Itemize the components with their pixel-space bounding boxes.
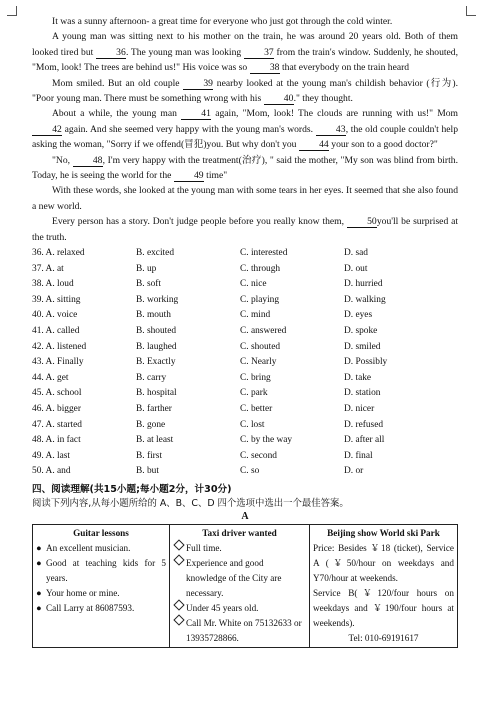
option-row [32,308,458,324]
option-choice[interactable]: 41. A. called [32,326,80,337]
option-choice[interactable]: 42. A. listened [32,341,87,352]
option-choice[interactable]: D. out [344,263,368,274]
blank-44[interactable]: 44 [299,139,329,151]
option-choice[interactable]: B. carry [136,372,167,383]
blank-36[interactable]: 36 [96,47,126,59]
option-choice[interactable]: 48. A. in fact [32,435,81,446]
diamond-checkbox-icon [173,599,184,610]
diamond-checkbox-icon [173,539,184,550]
ski-price: Price: Besides ￥18 (ticket), Service A (￥50/hour on weekdays and Y70/hour at weekends. [313,543,454,583]
option-choice[interactable]: B. Exactly [136,357,176,368]
blank-49[interactable]: 49 [174,170,204,182]
text: again. And she seemed very happy with the young man's words. [62,123,316,135]
paragraph-6 [32,183,458,214]
text: from the train's window. Suddenly, he shouted, "Mom, look! The trees are behind us!" His voice was so [32,46,458,74]
option-choice[interactable]: C. interested [240,248,288,259]
guitar-item-text: An excellent musician. [46,543,131,553]
option-choice[interactable]: C. playing [240,294,280,305]
taxi-ad [170,525,310,648]
option-choice[interactable]: 40. A. voice [32,310,78,321]
taxi-item-text: Under 45 years old. [186,603,259,613]
option-choice[interactable]: D. take [344,372,372,383]
option-row [32,355,458,371]
text: About a while, the young man [52,108,182,120]
option-choice[interactable]: 49. A. last [32,450,71,461]
option-choice[interactable]: D. after all [344,435,385,446]
guitar-item [36,556,166,586]
bullet-icon: ● [36,588,42,598]
option-row [32,277,458,293]
option-choice[interactable]: B. at least [136,435,174,446]
option-row [32,340,458,356]
blank-37[interactable]: 37 [244,47,274,59]
taxi-item-text: Full time. [186,543,222,553]
option-choice[interactable]: B. but [136,466,159,477]
guitar-item-text: Call Larry at 86087593. [46,603,135,613]
text: "No, [52,154,73,166]
taxi-item [173,616,306,646]
taxi-item-text: Call Mr. White on 75132633 or 13935728866. [186,618,302,643]
crop-mark-top-right [466,6,476,16]
ski-service-b: Service B(￥120/four hours on weekdays and ￥190/four hours at weekends). [313,588,454,628]
option-choice[interactable]: 46. A. bigger [32,404,81,415]
option-choice[interactable]: B. laughed [136,341,177,352]
text: nearby looked at the young man's childish behavior (行为). "Poor young man. There must be something wrong with his [32,77,458,105]
blank-41[interactable]: 41 [181,108,211,120]
option-row [32,293,458,309]
blank-48[interactable]: 48 [73,155,103,167]
option-row [32,371,458,387]
option-choice[interactable]: C. lost [240,419,265,430]
bullet-icon: ● [36,558,42,568]
option-choice[interactable]: D. spoke [344,326,378,337]
option-choice[interactable]: B. working [136,294,179,305]
text: , the old couple couldn't help asking the woman, "Sorry if we offend(冒犯)you. But why don't you [32,123,458,151]
text: again, "Mom, look! The clouds are running with us!" Mom [211,108,458,120]
diamond-checkbox-icon [173,614,184,625]
option-choice[interactable]: C. bring [240,372,271,383]
option-row [32,386,458,402]
text: With these words, she looked at the young man with some tears in her eyes. It seemed that she also found a new world. [32,185,458,212]
option-choice[interactable]: 45. A. school [32,388,82,399]
passage-label: A [241,511,249,522]
option-choice[interactable]: B. mouth [136,310,171,321]
paragraph-5 [32,153,458,184]
text: you'll be surprised at the truth. [32,216,458,243]
option-choice[interactable]: C. nice [240,279,267,290]
paragraph-3 [32,76,458,107]
crop-mark-top-left [7,6,17,16]
option-choice[interactable]: 50. A. and [32,466,71,477]
cloze-passage [32,14,458,245]
blank-40[interactable]: 40 [264,93,294,105]
option-choice[interactable]: C. park [240,388,268,399]
ski-ad [310,525,458,648]
taxi-item [173,541,306,556]
option-choice[interactable]: C. so [240,466,260,477]
answer-options [32,246,458,480]
option-row [32,402,458,418]
option-choice[interactable]: 39. A. sitting [32,294,81,305]
option-row [32,246,458,262]
option-choice[interactable]: B. up [136,263,157,274]
text: , I'm very happy with the treatment(治疗), " said the mother, "My son was blind from birth. Today, he is seeing the world for the [32,154,458,182]
text: Mom smiled. But an old couple [52,77,184,89]
option-choice[interactable]: D. nicer [344,404,375,415]
text: time" [203,170,228,182]
blank-42[interactable]: 42 [32,124,62,136]
ski-heading: Beijing show World ski Park [327,528,440,538]
option-choice[interactable]: B. first [136,450,163,461]
blank-50[interactable]: 50 [347,216,377,228]
option-choice[interactable]: 38. A. loud [32,279,74,290]
option-row [32,262,458,278]
option-choice[interactable]: C. Nearly [240,357,277,368]
option-choice[interactable]: B. gone [136,419,166,430]
text: your son to a good doctor?" [328,139,438,151]
guitar-heading: Guitar lessons [73,528,129,538]
option-choice[interactable]: B. farther [136,404,172,415]
option-choice[interactable]: 44. A. get [32,372,69,383]
option-choice[interactable]: 36. A. relaxed [32,248,85,259]
guitar-item [36,586,166,601]
taxi-item [173,601,306,616]
option-choice[interactable]: C. by the way [240,435,293,446]
option-choice[interactable]: D. eyes [344,310,373,321]
paragraph-2 [32,29,458,75]
option-row [32,418,458,434]
option-choice[interactable]: 43. A. Finally [32,357,84,368]
option-choice[interactable]: 47. A. started [32,419,82,430]
text: Every person has a story. Don't judge people before you really know them, [52,216,347,228]
option-choice[interactable]: D. final [344,450,373,461]
option-row [32,324,458,340]
blank-39[interactable]: 39 [183,78,213,90]
option-choice[interactable]: D. refused [344,419,384,430]
ads-table [32,524,458,648]
option-choice[interactable]: B. soft [136,279,162,290]
option-choice[interactable]: D. smiled [344,341,381,352]
option-row [32,464,458,480]
section-title [32,482,458,497]
blank-43[interactable]: 43 [316,124,346,136]
option-choice[interactable]: C. second [240,450,277,461]
section-title-text: 四、阅读理解(共15小题;每小题2分，计30分) [32,484,232,495]
option-choice[interactable]: D. or [344,466,364,477]
option-choice[interactable]: C. through [240,263,281,274]
option-choice[interactable]: 37. A. at [32,263,64,274]
paragraph-1 [32,14,458,29]
option-choice[interactable]: B. excited [136,248,175,259]
taxi-item-text: Experience and good knowledge of the City are necessary. [186,558,282,598]
option-choice[interactable]: D. station [344,388,381,399]
option-choice[interactable]: C. shouted [240,341,281,352]
section-instruction: 阅读下列内容,从每小题所给的 A、B、C、D 四个选项中选出一个最佳答案。 [32,498,349,509]
option-choice[interactable]: B. shouted [136,326,177,337]
text: ." they thought. [293,93,353,105]
guitar-item [36,601,166,616]
option-row [32,433,458,449]
diamond-checkbox-icon [173,554,184,565]
guitar-item-text: Good at teaching kids for 5 years. [46,558,166,583]
taxi-item [173,556,306,601]
option-choice[interactable]: D. sad [344,248,368,259]
text: A young man was sitting next to his mother on the train, he was around 20 years old. Both of them looked tired but [32,31,458,58]
option-choice[interactable]: D. hurried [344,279,383,290]
blank-38[interactable]: 38 [250,62,280,74]
text: that everybody on the train heard [279,62,410,74]
guitar-ad [33,525,170,648]
exam-page [32,14,458,648]
ski-tel: Tel: 010-69191617 [348,633,419,643]
text: . The young man was looking [125,46,244,58]
option-choice[interactable]: D. Possibly [344,357,388,368]
text: It was a sunny afternoon- a great time for everyone who just got through the cold winter. [52,16,393,27]
guitar-item-text: Your home or mine. [46,588,120,598]
bullet-icon: ● [36,543,42,553]
option-row [32,449,458,465]
option-choice[interactable]: D. walking [344,294,386,305]
option-choice[interactable]: C. better [240,404,273,415]
paragraph-4 [32,106,458,152]
bullet-icon: ● [36,603,42,613]
option-choice[interactable]: C. mind [240,310,271,321]
guitar-item [36,541,166,556]
taxi-heading: Taxi driver wanted [202,528,277,538]
option-choice[interactable]: B. hospital [136,388,177,399]
paragraph-7 [32,214,458,245]
option-choice[interactable]: C. answered [240,326,287,337]
